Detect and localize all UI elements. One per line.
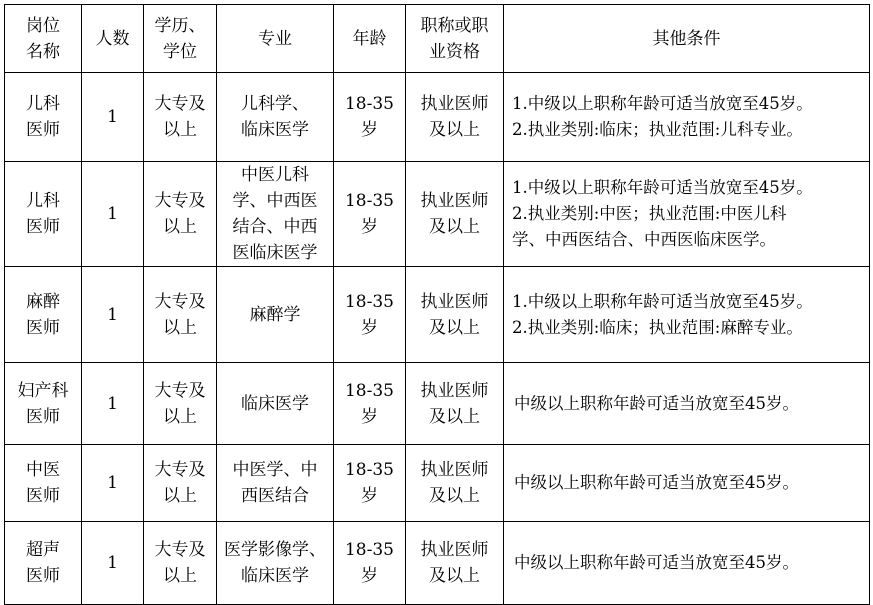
cell-line: 麻醉学 xyxy=(249,304,301,325)
header-age xyxy=(334,5,406,73)
cell-line: 年龄 xyxy=(352,28,387,49)
cell-line: 专业 xyxy=(258,28,292,49)
cell-lines xyxy=(144,457,216,509)
cell-lines xyxy=(334,91,405,143)
cell-lines xyxy=(334,537,405,589)
cell-line: 以上 xyxy=(163,217,197,237)
cell-line: 及以上 xyxy=(429,120,480,140)
cell-line: 以上 xyxy=(163,406,197,427)
condition-line: 2.执业类别:临床；执业范围:儿科专业。 xyxy=(512,120,803,139)
cell-count xyxy=(82,363,144,445)
cell-major xyxy=(217,363,334,445)
cell-line: 18-35 xyxy=(344,460,394,480)
cell-lines xyxy=(406,378,503,430)
cell-education xyxy=(144,162,217,267)
cell-line: 人数 xyxy=(95,28,130,49)
cell-line: 1 xyxy=(107,393,118,414)
cell-line: 医师 xyxy=(26,406,60,427)
cell-lines xyxy=(144,378,216,430)
cell-line: 大专及 xyxy=(154,540,206,560)
cell-lines xyxy=(217,537,333,589)
cell-conditions xyxy=(504,363,870,445)
cell-education xyxy=(144,522,217,605)
cell-line: 超声 xyxy=(26,540,60,560)
cell-lines xyxy=(82,302,143,328)
header-education xyxy=(144,5,217,73)
cell-lines xyxy=(334,457,405,509)
cell-line: 执业医师 xyxy=(420,291,489,312)
header-row xyxy=(5,5,870,73)
header-position xyxy=(5,5,82,73)
cell-qualification xyxy=(406,363,504,445)
cell-line: 儿科学、 xyxy=(241,94,309,114)
cell-qualification xyxy=(406,445,504,522)
cell-line: 学、中西医 xyxy=(232,191,318,211)
condition-line: 2.执业类别:中医；执业范围:中医儿科 xyxy=(512,204,787,223)
table-row xyxy=(5,522,870,605)
cell-line: 结合、中西 xyxy=(232,217,318,237)
cell-line: 执业医师 xyxy=(420,460,489,480)
cell-lines xyxy=(82,104,143,130)
cell-major xyxy=(217,73,334,162)
cell-lines xyxy=(334,289,405,341)
cell-line: 1 xyxy=(107,473,118,493)
cell-line: 执业医师 xyxy=(420,94,489,114)
cell-qualification xyxy=(406,267,504,363)
cell-lines xyxy=(5,378,81,430)
cell-line: 医师 xyxy=(26,120,60,140)
cell-lines xyxy=(334,26,405,52)
cell-line: 大专及 xyxy=(154,460,206,480)
cell-age xyxy=(334,445,406,522)
cell-conditions xyxy=(504,73,870,162)
cell-line: 学历、 xyxy=(154,15,206,36)
cell-lines xyxy=(144,188,216,240)
cell-line: 临床医学 xyxy=(241,566,309,586)
cell-line: 及以上 xyxy=(429,486,480,506)
cell-line: 岁 xyxy=(361,406,378,427)
header-qualification xyxy=(406,5,504,73)
table-body xyxy=(5,73,870,605)
cell-line: 儿科 xyxy=(26,191,60,211)
cell-line: 医师 xyxy=(26,566,60,586)
cell-conditions xyxy=(504,267,870,363)
cell-qualification xyxy=(406,162,504,267)
cell-line: 1 xyxy=(107,304,118,325)
cell-line: 1 xyxy=(107,553,118,573)
cell-age xyxy=(334,162,406,267)
cell-line: 大专及 xyxy=(154,291,206,312)
cell-lines xyxy=(406,188,503,240)
cell-line: 中医儿科 xyxy=(241,165,309,185)
cell-lines xyxy=(406,289,503,341)
cell-line: 以上 xyxy=(163,566,197,586)
cell-lines xyxy=(406,91,503,143)
cell-line: 妇产科 xyxy=(17,380,69,401)
cell-lines xyxy=(5,13,81,65)
cell-conditions xyxy=(504,522,870,605)
cell-position xyxy=(5,445,82,522)
cell-line: 麻醉 xyxy=(26,291,60,312)
cell-position xyxy=(5,267,82,363)
cell-lines xyxy=(217,26,333,52)
cell-line: 及以上 xyxy=(429,406,480,427)
cell-lines xyxy=(82,201,143,227)
table-row xyxy=(5,363,870,445)
condition-line: 2.执业类别:临床；执业范围:麻醉专业。 xyxy=(512,317,803,337)
cell-lines xyxy=(82,26,143,52)
cell-lines xyxy=(406,537,503,589)
cell-education xyxy=(144,445,217,522)
cell-line: 医临床医学 xyxy=(232,243,318,263)
cell-line: 18-35 xyxy=(344,94,394,114)
cell-line: 1 xyxy=(107,204,118,224)
cell-major xyxy=(217,522,334,605)
cell-lines xyxy=(144,91,216,143)
cell-lines xyxy=(217,302,333,328)
cell-lines xyxy=(406,13,503,65)
header-major xyxy=(217,5,334,73)
cell-lines xyxy=(82,391,143,417)
cell-lines xyxy=(5,537,81,589)
cell-line: 职称或职 xyxy=(420,15,489,36)
table-row xyxy=(5,162,870,267)
cell-lines xyxy=(217,162,333,266)
cell-lines xyxy=(334,188,405,240)
cell-line: 医师 xyxy=(26,317,60,338)
cell-line: 执业医师 xyxy=(420,191,489,211)
cell-line: 学位 xyxy=(163,41,197,62)
cell-lines xyxy=(5,91,81,143)
cell-lines xyxy=(144,537,216,589)
cell-lines xyxy=(217,91,333,143)
cell-qualification xyxy=(406,522,504,605)
cell-line: 18-35 xyxy=(344,540,394,560)
cell-line: 18-35 xyxy=(344,191,394,211)
header-conditions xyxy=(504,5,870,73)
cell-lines xyxy=(217,391,333,417)
cell-conditions xyxy=(504,445,870,522)
cell-line: 医学影像学、 xyxy=(224,540,326,560)
condition-line: 学、中西医结合、中西医临床医学。 xyxy=(512,230,776,249)
condition-line: 1.中级以上职称年龄可适当放宽至45岁。 xyxy=(512,94,813,113)
cell-line: 及以上 xyxy=(429,566,480,586)
cell-lines xyxy=(5,457,81,509)
cell-lines xyxy=(5,289,81,341)
cell-line: 其他条件 xyxy=(652,28,721,49)
condition-line: 1.中级以上职称年龄可适当放宽至45岁。 xyxy=(512,291,813,311)
cell-line: 医师 xyxy=(26,217,60,237)
cell-major xyxy=(217,162,334,267)
cell-line: 岁 xyxy=(361,486,378,506)
cell-position xyxy=(5,73,82,162)
table-row xyxy=(5,267,870,363)
cell-line: 医师 xyxy=(26,486,60,506)
cell-line: 以上 xyxy=(163,120,197,140)
cell-major xyxy=(217,267,334,363)
cell-count xyxy=(82,73,144,162)
cell-line: 临床医学 xyxy=(241,120,309,140)
cell-line: 18-35 xyxy=(344,291,394,312)
cell-line: 岗位 xyxy=(26,15,60,36)
cell-position xyxy=(5,162,82,267)
cell-lines xyxy=(406,457,503,509)
cell-line: 及以上 xyxy=(429,217,480,237)
cell-age xyxy=(334,267,406,363)
cell-line: 儿科 xyxy=(26,94,60,114)
cell-count xyxy=(82,267,144,363)
cell-line: 业资格 xyxy=(429,41,480,62)
cell-line: 岁 xyxy=(361,120,378,140)
cell-lines xyxy=(5,188,81,240)
cell-line: 18-35 xyxy=(344,380,394,401)
cell-line: 执业医师 xyxy=(420,380,489,401)
cell-lines xyxy=(504,26,869,52)
cell-line: 以上 xyxy=(163,317,197,338)
cell-line: 1 xyxy=(107,107,118,127)
cell-line: 大专及 xyxy=(154,380,206,401)
cell-lines xyxy=(82,550,143,576)
cell-line: 大专及 xyxy=(154,94,206,114)
cell-conditions xyxy=(504,162,870,267)
cell-count xyxy=(82,162,144,267)
cell-line: 名称 xyxy=(26,41,60,62)
cell-line: 中医学、中 xyxy=(232,460,318,480)
cell-count xyxy=(82,445,144,522)
cell-line: 岁 xyxy=(361,566,378,586)
cell-line: 岁 xyxy=(361,317,378,338)
cell-education xyxy=(144,73,217,162)
cell-position xyxy=(5,522,82,605)
table-row xyxy=(5,445,870,522)
cell-lines xyxy=(144,289,216,341)
cell-position xyxy=(5,363,82,445)
condition-line: 中级以上职称年龄可适当放宽至45岁。 xyxy=(514,393,799,413)
cell-count xyxy=(82,522,144,605)
cell-line: 西医结合 xyxy=(241,486,309,506)
cell-line: 临床医学 xyxy=(241,393,309,414)
cell-lines xyxy=(334,378,405,430)
cell-education xyxy=(144,363,217,445)
cell-qualification xyxy=(406,73,504,162)
cell-major xyxy=(217,445,334,522)
cell-line: 执业医师 xyxy=(420,540,489,560)
cell-line: 以上 xyxy=(163,486,197,506)
cell-education xyxy=(144,267,217,363)
condition-line: 中级以上职称年龄可适当放宽至45岁。 xyxy=(514,553,799,572)
recruitment-table xyxy=(4,4,870,605)
cell-lines xyxy=(144,13,216,65)
condition-line: 1.中级以上职称年龄可适当放宽至45岁。 xyxy=(512,178,813,197)
cell-line: 岁 xyxy=(361,217,378,237)
cell-age xyxy=(334,73,406,162)
cell-line: 大专及 xyxy=(154,191,206,211)
cell-line: 中医 xyxy=(26,460,60,480)
cell-age xyxy=(334,363,406,445)
cell-lines xyxy=(217,457,333,509)
cell-age xyxy=(334,522,406,605)
table-row xyxy=(5,73,870,162)
condition-line: 中级以上职称年龄可适当放宽至45岁。 xyxy=(514,473,799,492)
header-count xyxy=(82,5,144,73)
cell-lines xyxy=(82,470,143,496)
cell-line: 及以上 xyxy=(429,317,480,338)
